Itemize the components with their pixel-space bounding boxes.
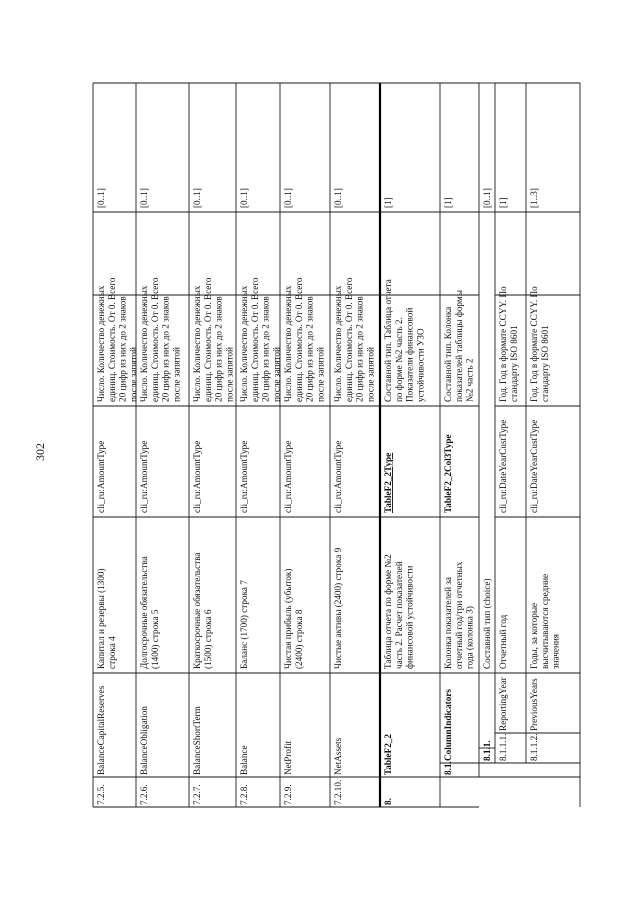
element-description: года (колонка 3) <box>464 606 475 669</box>
element-description: отчетный год/три отчетных <box>453 561 464 669</box>
element-description: Баланс (1700) строка 7 <box>239 580 249 669</box>
element-note: Год. Год в формате CCYY. По <box>498 286 508 402</box>
element-note: после запятой <box>365 347 376 402</box>
element-note: после запятой <box>315 347 326 402</box>
element-type: cli_ru:AmountType <box>239 440 249 513</box>
element-multiplicity: [1] <box>383 197 393 208</box>
row-number: 8.1.1. <box>482 740 492 761</box>
element-name: PreviousYears <box>529 678 539 731</box>
element-name: NetProfit <box>283 740 293 775</box>
element-note: по форме №2 часть 2. <box>393 317 404 402</box>
element-type: TableF2_2Type <box>383 452 393 513</box>
row-number: 7.2.9. <box>283 784 293 805</box>
element-description: Чистые активы (2400) строка 9 <box>333 547 343 669</box>
element-note: Число. Количество денежных <box>139 285 149 402</box>
row-number: 8.1.1.1. <box>498 733 508 761</box>
element-note: после запятой <box>171 347 182 402</box>
row-number: 7.2.5. <box>96 784 106 805</box>
element-note: Число. Количество денежных <box>239 285 249 402</box>
element-note: Составной тип. Колонка <box>443 306 453 402</box>
element-description: высчитываются средние <box>539 573 550 669</box>
element-description: финансовой устойчивости <box>404 565 415 669</box>
element-description: строка 4 <box>106 636 117 669</box>
element-type: TableF2_2Col3Type <box>443 434 453 513</box>
element-name: BalanceObligation <box>139 706 149 775</box>
element-note: Показатели финансовой <box>404 307 415 402</box>
element-multiplicity: [0..1] <box>96 188 106 208</box>
row-number: 7.2.6. <box>139 784 149 805</box>
element-name: BalanceCapitalReserves <box>96 685 106 775</box>
element-description: Капитал и резервы (1300) <box>96 568 106 669</box>
element-note: стандарту ISO 8601 <box>508 325 519 402</box>
element-description: Таблица отчета по форме №2 <box>383 554 393 669</box>
element-note: 20 цифр из них до 2 знаков <box>354 296 365 402</box>
element-note: единиц. Стоимость. От 0. Всего <box>202 277 213 402</box>
element-note: Число. Количество денежных <box>333 285 343 402</box>
element-note: после запятой <box>128 347 139 402</box>
row-number: 8. <box>383 798 393 805</box>
element-type: cli_ru:AmountType <box>96 440 106 513</box>
row-number: 8.1.1.2. <box>529 733 539 761</box>
element-note: 20 цифр из них до 2 знаков <box>160 296 171 402</box>
element-description: Отчетный год <box>498 614 508 669</box>
element-multiplicity: [1] <box>443 197 453 208</box>
element-description: Краткосрочные обязательства <box>192 552 202 669</box>
row-number: 8.1. <box>443 761 453 775</box>
element-note: единиц. Стоимость. От 0. Всего <box>293 277 304 402</box>
element-note: 20 цифр из них до 2 знаков <box>260 296 271 402</box>
element-multiplicity: [0..1] <box>139 188 149 208</box>
row-number: 7.2.7. <box>192 784 202 805</box>
element-description: Чистая прибыль (убыток) <box>283 568 293 669</box>
element-name: ReportingYear <box>498 677 508 731</box>
element-description: Колонка показателей за <box>443 577 453 669</box>
row-number: 7.2.10. <box>333 779 343 805</box>
element-description: (1400) строка 5 <box>149 609 160 669</box>
element-note: показателей таблицы формы <box>453 290 464 402</box>
element-note: Год. Год в формате CCYY. По <box>529 286 539 402</box>
element-description: Долгосрочные обязательства <box>139 556 149 669</box>
element-note: №2 часть 2 <box>464 358 475 402</box>
element-description: (1500) строка 6 <box>202 609 213 669</box>
element-multiplicity: [0..1] <box>482 188 492 208</box>
element-multiplicity: [0..1] <box>192 188 202 208</box>
element-description: Годы, за которые <box>529 602 539 669</box>
element-multiplicity: [1] <box>498 197 508 208</box>
element-type: cli_ru:DateYearCustType <box>529 419 539 513</box>
element-note: 20 цифр из них до 2 знаков <box>117 296 128 402</box>
element-name: ColumnIndicators <box>443 689 453 761</box>
element-name: NetAssets <box>333 737 343 775</box>
element-note: единиц. Стоимость. От 0. Всего <box>343 277 354 402</box>
element-note: единиц. Стоимость. От 0. Всего <box>249 277 260 402</box>
element-description: значения <box>550 633 561 669</box>
element-note: стандарту ISO 8601 <box>539 325 550 402</box>
element-note: 20 цифр из них до 2 знаков <box>213 296 224 402</box>
element-note: Число. Количество денежных <box>283 285 293 402</box>
spec-table <box>93 83 580 807</box>
element-note: единиц. Стоимость. От 0. Всего <box>106 277 117 402</box>
element-multiplicity: [0..1] <box>239 188 249 208</box>
element-note: Число. Количество денежных <box>96 285 106 402</box>
element-note: после запятой <box>224 347 235 402</box>
element-note: Число. Количество денежных <box>192 285 202 402</box>
element-type: cli_ru:DateYearCustType <box>498 419 508 513</box>
element-note: устойчивости УЗО <box>415 328 426 402</box>
element-description: (2400) строка 8 <box>293 609 304 669</box>
element-description: часть 2. Расчет показателей <box>393 561 404 669</box>
element-multiplicity: [1..3] <box>529 188 539 208</box>
element-name: TableF2_2 <box>383 733 393 775</box>
element-note: 20 цифр из них до 2 знаков <box>304 296 315 402</box>
element-description: Составной тип (choice) <box>482 578 492 669</box>
element-note: единиц. Стоимость. От 0. Всего <box>149 277 160 402</box>
element-type: cli_ru:AmountType <box>283 440 293 513</box>
element-name: Balance <box>239 745 249 775</box>
element-type: cli_ru:AmountType <box>333 440 343 513</box>
element-note: после запятой <box>271 347 282 402</box>
row-number: 7.2.8. <box>239 784 249 805</box>
element-type: cli_ru:AmountType <box>192 440 202 513</box>
element-type: cli_ru:AmountType <box>139 440 149 513</box>
element-name: BalanceShortTerm <box>192 706 202 775</box>
element-multiplicity: [0..1] <box>283 188 293 208</box>
page-number: 302 <box>33 443 47 461</box>
element-multiplicity: [0..1] <box>333 188 343 208</box>
element-note: Составной тип. Таблица отчета <box>383 279 393 402</box>
